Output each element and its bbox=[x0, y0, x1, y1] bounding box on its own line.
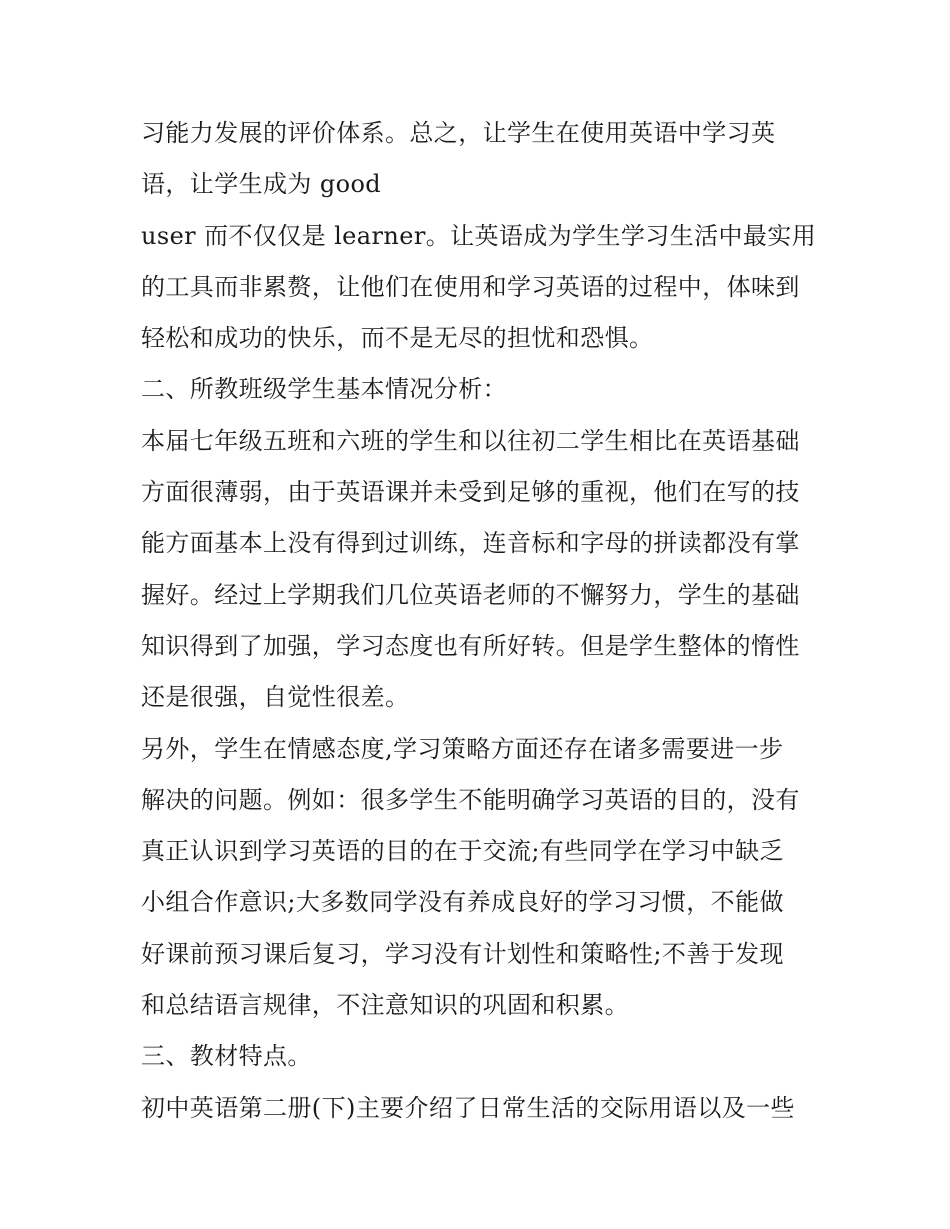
text-line: 本届七年级五班和六班的学生和以往初二学生相比在英语基础 bbox=[141, 426, 800, 455]
text-line: 好课前预习课后复习，学习没有计划性和策略性;不善于发现 bbox=[141, 939, 784, 968]
text-line: 另外，学生在情感态度,学习策略方面还存在诸多需要进一步 bbox=[141, 734, 784, 763]
text-line: 初中英语第二册(下)主要介绍了日常生活的交际用语以及一些 bbox=[141, 1093, 795, 1122]
text-line: 轻松和成功的快乐，而不是无尽的担忧和恐惧。 bbox=[141, 324, 654, 353]
text-line: 和总结语言规律，不注意知识的巩固和积累。 bbox=[141, 991, 629, 1020]
text-line: 小组合作意识;大多数同学没有养成良好的学习习惯，不能做 bbox=[141, 888, 784, 917]
text-line: 真正认识到学习英语的目的在于交流;有些同学在学习中缺乏 bbox=[141, 837, 784, 866]
text-line: 能方面基本上没有得到过训练，连音标和字母的拼读都没有掌 bbox=[141, 529, 800, 558]
text-line: 语，让学生成为 good bbox=[141, 170, 382, 199]
text-line: 知识得到了加强，学习态度也有所好转。但是学生整体的惰性 bbox=[141, 631, 800, 660]
text-line: 的工具而非累赘，让他们在使用和学习英语的过程中，体味到 bbox=[141, 272, 800, 301]
text-line: 握好。经过上学期我们几位英语老师的不懈努力，学生的基础 bbox=[141, 580, 800, 609]
text-line: 解决的问题。例如：很多学生不能明确学习英语的目的，没有 bbox=[141, 785, 800, 814]
text-line: user 而不仅仅是 learner。让英语成为学生学习生活中最实用 bbox=[141, 221, 817, 250]
text-line: 习能力发展的评价体系。总之，让学生在使用英语中学习英 bbox=[141, 119, 776, 147]
section-heading: 二、所教班级学生基本情况分析： bbox=[141, 375, 507, 404]
text-line: 还是很强，自觉性很差。 bbox=[141, 683, 410, 712]
document-body bbox=[141, 108, 821, 1134]
text-line: 方面很薄弱，由于英语课并未受到足够的重视，他们在写的技 bbox=[141, 478, 800, 507]
section-heading: 三、教材特点。 bbox=[141, 1042, 312, 1071]
